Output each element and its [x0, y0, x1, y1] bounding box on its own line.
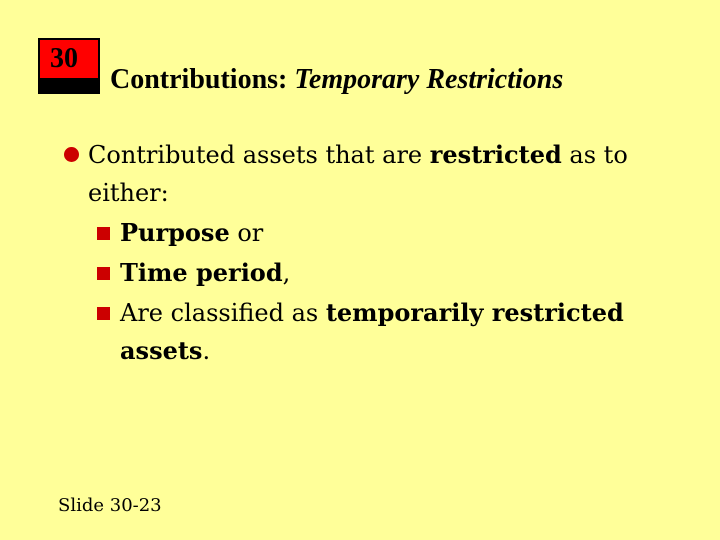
- slide-title: [110, 60, 563, 100]
- chapter-number: 30: [40, 40, 98, 78]
- sub-bullet-bold: Purpose: [120, 218, 230, 247]
- main-bullet-item: [64, 136, 664, 212]
- sub-bullet-time-period: [64, 254, 664, 292]
- sub-bullet-before: Are classified as: [120, 299, 326, 327]
- main-bullet-text-before: Contributed assets that are: [88, 141, 430, 169]
- main-bullet-bold: restricted: [429, 140, 562, 169]
- sub-bullet-after: or: [229, 219, 264, 247]
- sub-bullet-after: ,: [282, 259, 291, 287]
- slide-number-label: Slide 30-23: [58, 495, 162, 516]
- sub-bullet-bold: temporarily restricted assets: [120, 298, 624, 365]
- sub-bullet-list: [64, 214, 664, 370]
- round-bullet-icon: [64, 147, 79, 162]
- chapter-badge: [38, 38, 100, 94]
- title-italic: Temporary Restrictions: [294, 64, 564, 95]
- slide-body: [64, 136, 664, 370]
- square-bullet-icon: [97, 267, 110, 280]
- sub-bullet-after: .: [202, 337, 211, 365]
- sub-bullet-bold: Time period: [120, 258, 283, 287]
- main-bullet-text-after: as to either:: [88, 141, 628, 207]
- sub-bullet-purpose: [64, 214, 664, 252]
- sub-bullet-classified: [64, 294, 664, 370]
- square-bullet-icon: [97, 307, 110, 320]
- square-bullet-icon: [97, 227, 110, 240]
- title-regular: Contributions:: [110, 64, 295, 95]
